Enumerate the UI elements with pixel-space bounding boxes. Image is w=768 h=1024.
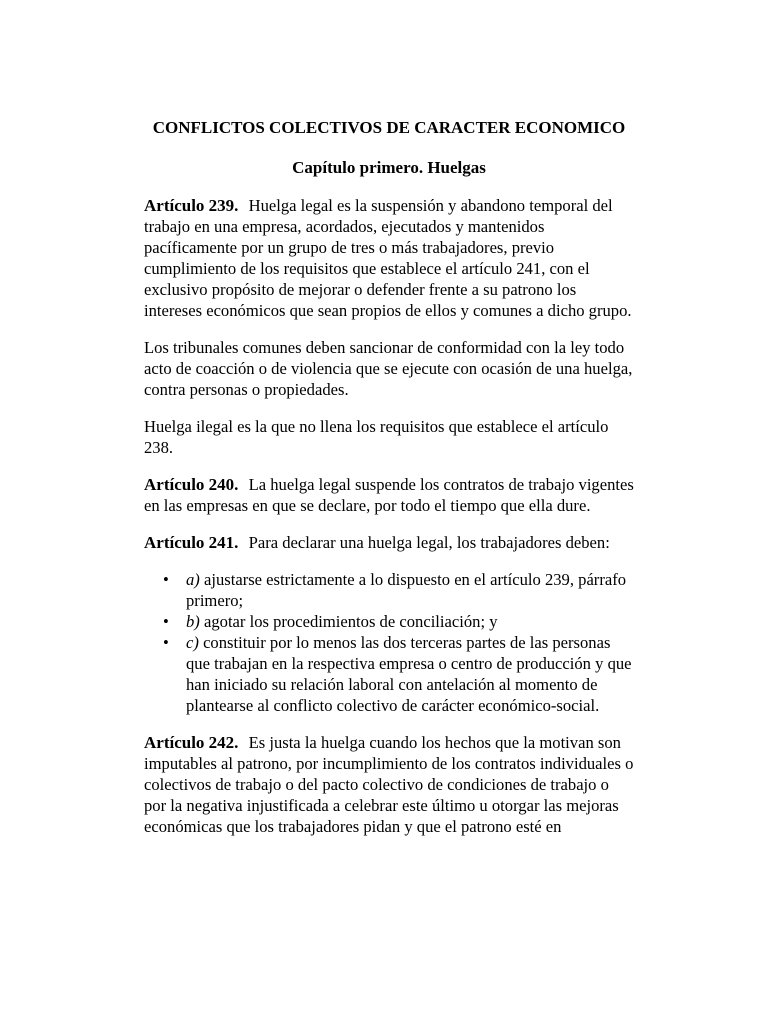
article-240: [144, 474, 634, 516]
article-241: [144, 532, 634, 553]
article-242-label: Artículo 242.: [144, 733, 239, 752]
article-240-text: La huelga legal suspende los contratos de trabajo vigentes en las empresas en que se declare, por todo el tiempo que ella dure.: [144, 475, 634, 515]
list-item-text: constituir por lo menos las dos terceras partes de las personas que trabajan en la respectiva empresa o centro de producción y que han iniciado su relación laboral con antelación al momento de plantearse al conflicto colectivo de carácter económico-social.: [186, 633, 632, 715]
list-item-letter: c): [186, 633, 199, 652]
bullet-icon: •: [163, 633, 169, 652]
article-241-requirements-list: [144, 569, 634, 716]
article-239-text: Huelga legal es la suspensión y abandono temporal del trabajo en una empresa, acordados, ejecutados y mantenidos pacíficamente por un grupo de tres o más trabajadores, previo cumplimiento de los requisitos que establece el artículo 241, con el exclusivo propósito de mejorar o defender frente a su patrono los intereses económicos que sean propios de ellos y comunes a dicho grupo.: [144, 196, 632, 320]
article-242: [144, 732, 634, 837]
paragraph-tribunales: Los tribunales comunes deben sancionar de conformidad con la ley todo acto de coacción o de violencia que se ejecute con ocasión de una huelga, contra personas o propiedades.: [144, 338, 633, 399]
list-item: [163, 632, 634, 716]
article-239-label: Artículo 239.: [144, 196, 239, 215]
article-239: [144, 195, 634, 321]
document-body: [144, 117, 634, 837]
list-item-letter: a): [186, 570, 200, 589]
list-item-text: ajustarse estrictamente a lo dispuesto en el artículo 239, párrafo primero;: [186, 570, 627, 610]
bullet-icon: •: [163, 570, 169, 589]
article-240-label: Artículo 240.: [144, 475, 239, 494]
list-item: [163, 611, 634, 632]
article-241-label: Artículo 241.: [144, 533, 239, 552]
list-item: [163, 569, 634, 611]
article-242-text: Es justa la huelga cuando los hechos que la motivan son imputables al patrono, por incumplimiento de los contratos individuales o colectivos de trabajo o del pacto colectivo de condiciones de trabajo o por la negativa injustificada a celebrar este último u otorgar las mejoras económicas que los trabajadores pidan y que el patrono esté en: [144, 733, 634, 836]
list-item-letter: b): [186, 612, 200, 631]
chapter-heading: Capítulo primero. Huelgas: [292, 158, 486, 177]
bullet-icon: •: [163, 612, 169, 631]
list-item-text: agotar los procedimientos de conciliación; y: [203, 612, 498, 631]
document-title: CONFLICTOS COLECTIVOS DE CARACTER ECONOMICO: [152, 118, 626, 137]
paragraph-huelga-ilegal: Huelga ilegal es la que no llena los requisitos que establece el artículo 238.: [144, 417, 609, 457]
article-241-text: Para declarar una huelga legal, los trabajadores deben:: [248, 533, 610, 552]
